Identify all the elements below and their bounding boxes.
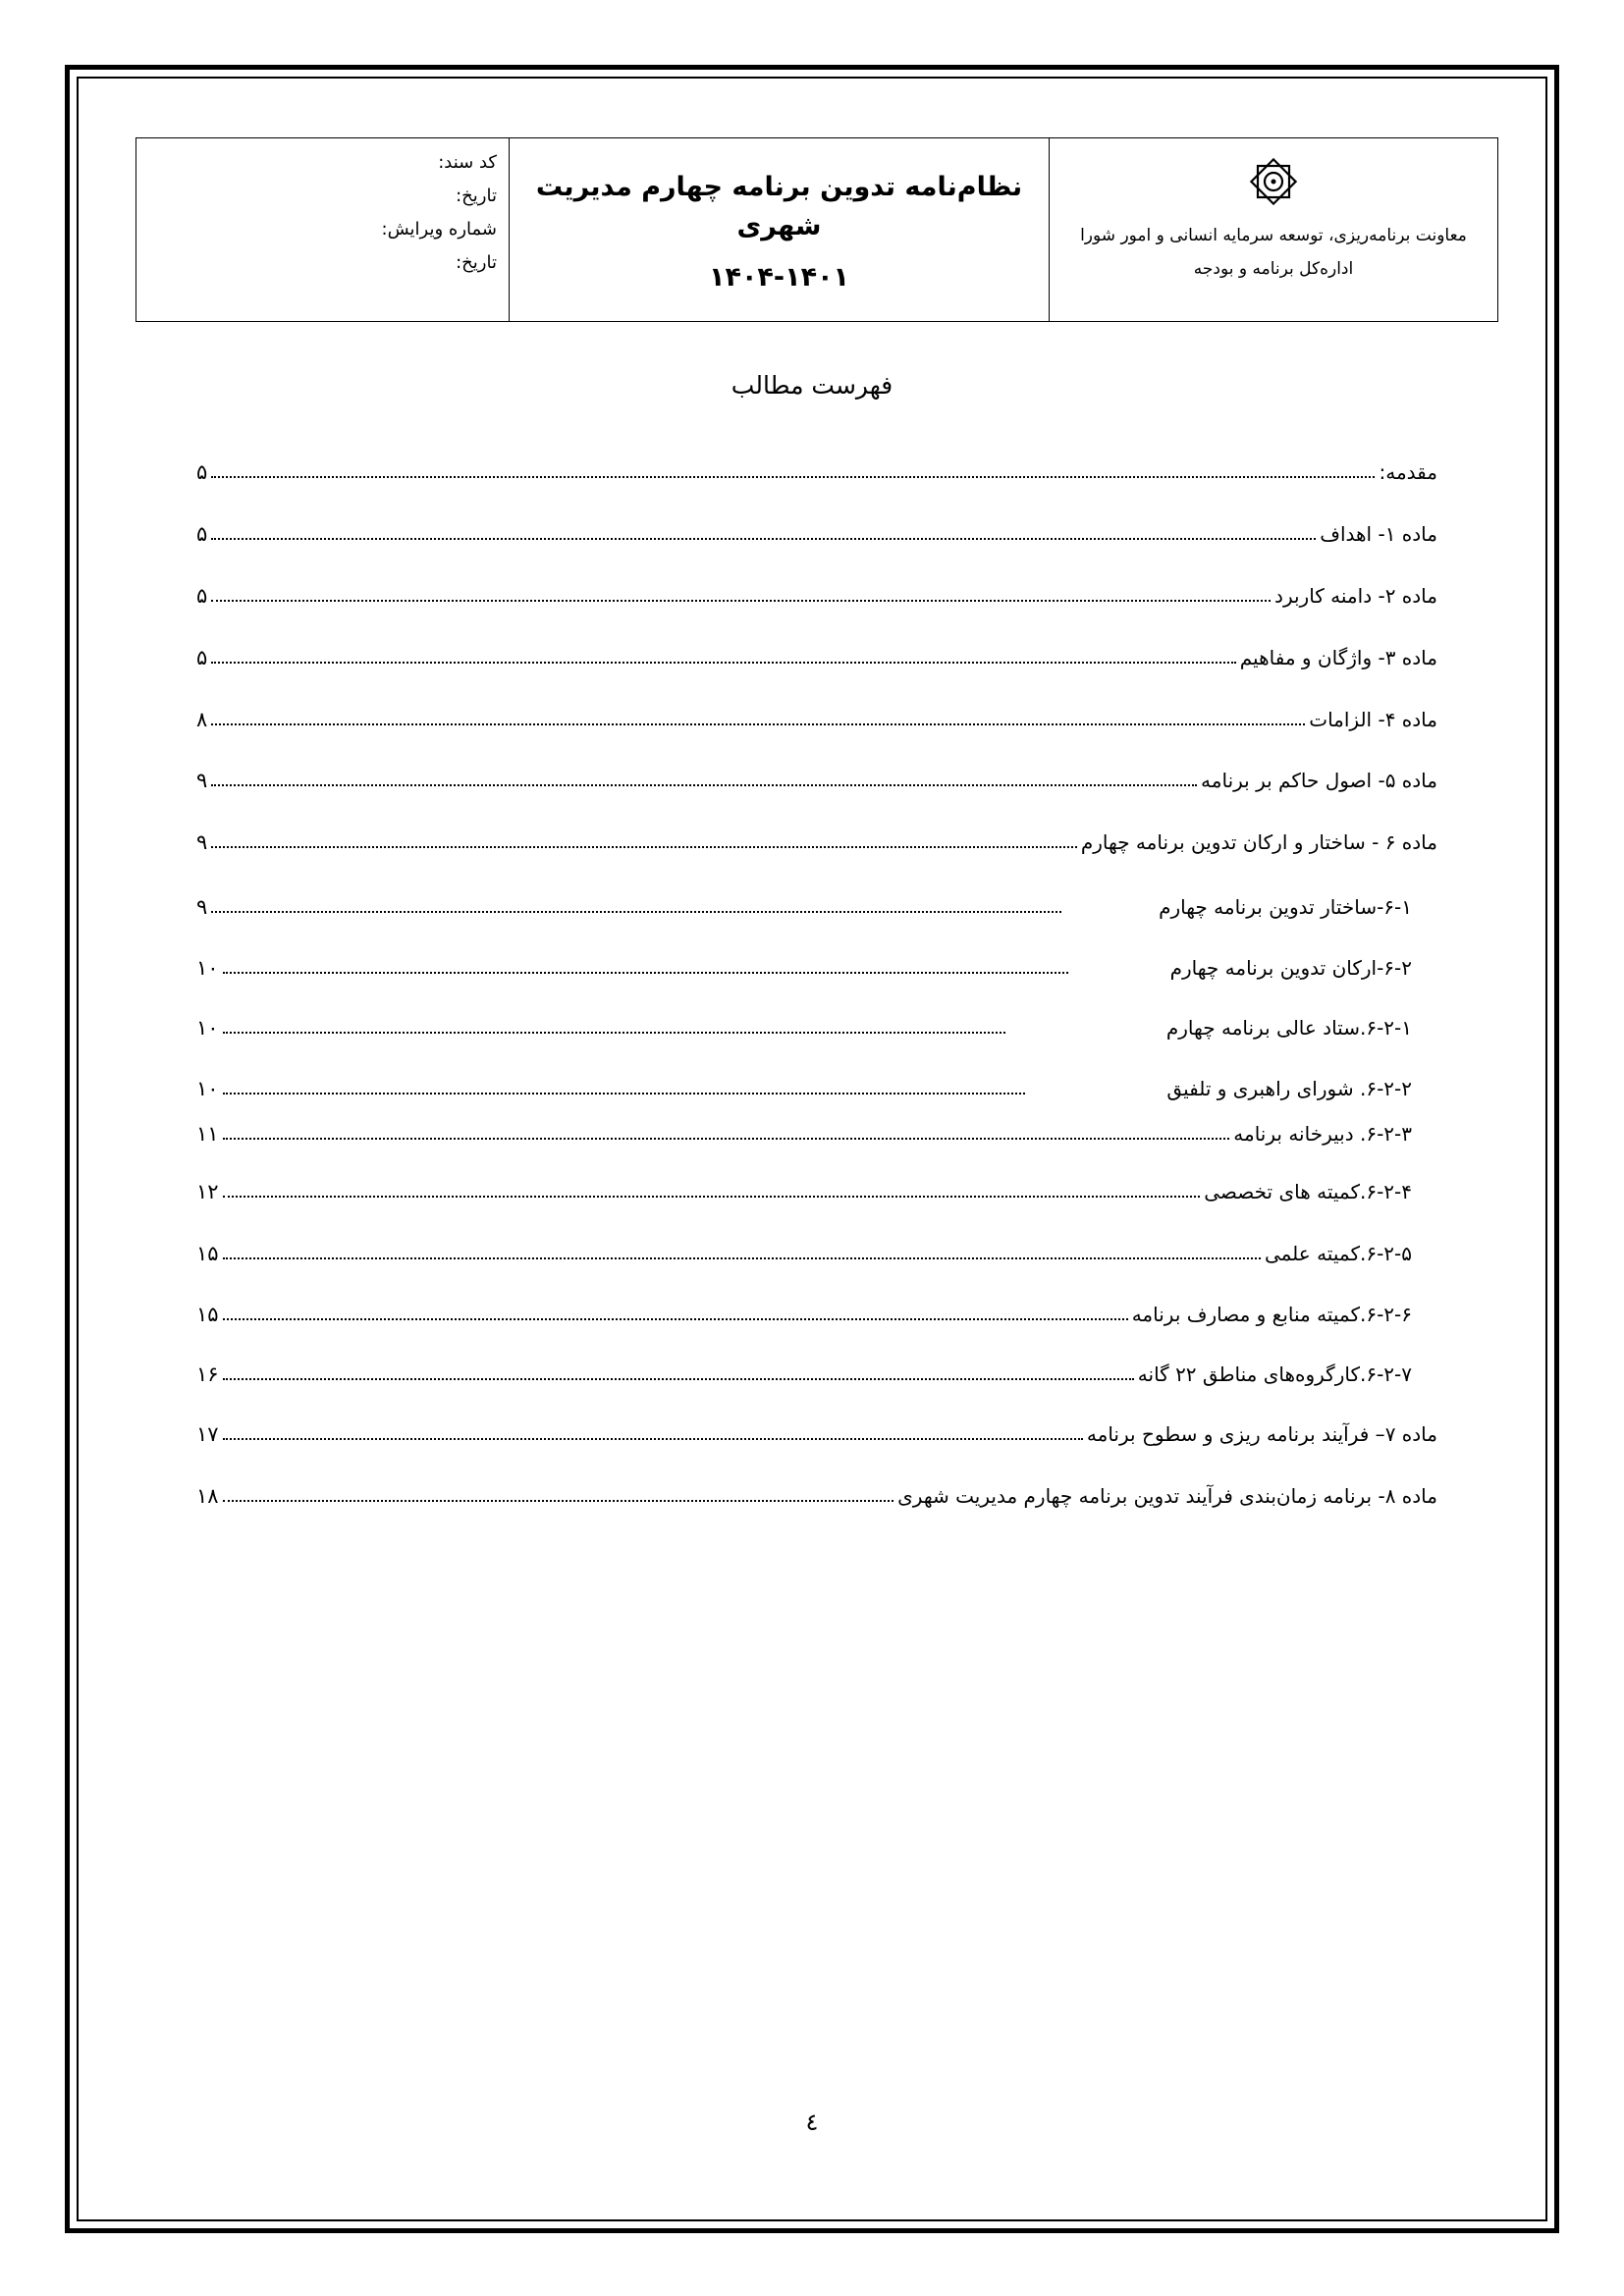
toc-entry-label: ماده ۴- الزامات [1309,708,1437,731]
date-label: تاریخ: [456,186,497,206]
header-meta-cell [136,138,510,321]
toc-dot-leader [223,1138,1230,1140]
toc-dot-leader [223,1093,1026,1095]
toc-dot-leader [223,1032,1005,1034]
toc-entry[interactable] [196,1171,1437,1206]
toc-entry[interactable] [196,513,1437,549]
toc-entry[interactable] [196,1414,1437,1449]
toc-dot-leader [223,1438,1083,1440]
toc-dot-leader [211,476,1375,478]
toc-entry[interactable] [196,452,1437,487]
toc-dot-leader [223,1500,894,1502]
revision-date-label: تاریخ: [456,252,497,273]
header-org-cell [1050,138,1497,321]
toc-entry-page: ۵ [196,584,208,608]
toc-entry[interactable] [196,1354,1437,1389]
toc-entry-page: ۱۸ [196,1484,219,1508]
toc-entry-label: ۶-۲-۷.کارگروه‌های مناطق ۲۲ گانه [1137,1362,1412,1386]
toc-entry[interactable] [196,947,1437,983]
toc-dot-leader [211,723,1305,725]
toc-dot-leader [211,911,1061,913]
toc-entry-page: ۱۲ [196,1180,219,1203]
toc-dot-leader [223,1257,1261,1259]
toc-dot-leader [223,1196,1201,1198]
toc-dot-leader [223,1378,1134,1380]
toc-dot-leader [211,662,1235,664]
toc-entry-page: ۱۰ [196,956,219,980]
tehran-municipality-logo-icon [1244,152,1303,211]
revision-number-label: شماره ویرایش: [381,219,497,240]
toc-entry-label: ۶-۲-ارکان تدوین برنامه چهارم [1169,956,1412,980]
toc-entry[interactable] [196,1007,1437,1042]
toc-dot-leader [223,972,1068,974]
toc-entry[interactable] [196,637,1437,672]
toc-entry-page: ۹ [196,895,208,919]
toc-entry-page: ۱۰ [196,1016,219,1040]
toc-entry-page: ۹ [196,830,208,854]
toc-entry[interactable] [196,1475,1437,1511]
toc-entry[interactable] [196,575,1437,611]
toc-entry[interactable] [196,699,1437,734]
toc-entry[interactable] [196,822,1437,857]
toc-dot-leader [211,846,1077,848]
toc-entry-label: ماده ۸- برنامه زمان‌بندی فرآیند تدوین برنامه چهارم مدیریت شهری [897,1484,1437,1508]
toc-entry-label: ۶-۲-۵.کمیته علمی [1264,1242,1412,1265]
toc-entry-label: ماده ۳- واژگان و مفاهیم [1239,646,1437,669]
toc-title: فهرست مطالب [731,371,893,400]
toc-entry-page: ۱۱ [196,1122,219,1146]
toc-entry-label: ۶-۲-۲. شورای راهبری و تلفیق [1166,1077,1412,1100]
toc-entry[interactable] [196,1294,1437,1329]
toc-entry-label: ماده ۵- اصول حاکم بر برنامه [1201,769,1437,792]
toc-dot-leader [211,600,1271,602]
toc-entry-page: ۸ [196,708,208,731]
toc-entry-label: ۶-۱-ساختار تدوین برنامه چهارم [1159,895,1412,919]
toc-entry-page: ۵ [196,646,208,669]
toc-entry-label: مقدمه: [1379,460,1437,484]
toc-entry[interactable] [196,760,1437,795]
org-line-department: اداره‌کل برنامه و بودجه [1193,259,1354,279]
toc-entry-page: ۱۵ [196,1303,219,1326]
document-header [135,137,1498,322]
org-line-deputy: معاونت برنامه‌ریزی، توسعه سرمایه انسانی و امور شورا [1080,226,1467,245]
toc-entry-page: ۹ [196,769,208,792]
toc-entry[interactable] [196,1233,1437,1268]
document-years: ۱۴۰۴-۱۴۰۱ [708,262,850,293]
toc-entry-label: ۶-۲-۶.کمیته منابع و مصارف برنامه [1131,1303,1412,1326]
document-title: نظام‌نامه تدوین برنامه چهارم مدیریت شهری [535,172,1023,241]
toc-entry-page: ۱۶ [196,1362,219,1386]
toc-entry[interactable] [196,1113,1437,1148]
page-number: ٤ [805,2109,819,2136]
toc-entry-label: ماده ۷– فرآیند برنامه ریزی و سطوح برنامه [1086,1422,1437,1446]
toc-entry-label: ۶-۲-۴.کمیته های تخصصی [1204,1180,1412,1203]
header-title-cell [510,138,1050,321]
doc-code-label: کد سند: [438,152,497,173]
toc-entry-label: ماده ۲- دامنه کاربرد [1274,584,1437,608]
toc-dot-leader [211,784,1197,786]
toc-entry-page: ۵ [196,460,208,484]
toc-entry-page: ۵ [196,522,208,546]
toc-entry[interactable] [196,886,1437,922]
toc-entry-label: ۶-۲-۳. دبیرخانه برنامه [1233,1122,1412,1146]
toc-dot-leader [211,538,1316,540]
toc-dot-leader [223,1318,1128,1320]
toc-entry-page: ۱۰ [196,1077,219,1100]
toc-entry-page: ۱۷ [196,1422,219,1446]
toc-entry-label: ماده ۶ - ساختار و ارکان تدوین برنامه چهارم [1080,830,1437,854]
toc-entry[interactable] [196,1068,1437,1103]
toc-entry-label: ۶-۲-۱.ستاد عالی برنامه چهارم [1165,1016,1412,1040]
toc-entry-page: ۱۵ [196,1242,219,1265]
toc-entry-label: ماده ۱- اهداف [1320,522,1437,546]
